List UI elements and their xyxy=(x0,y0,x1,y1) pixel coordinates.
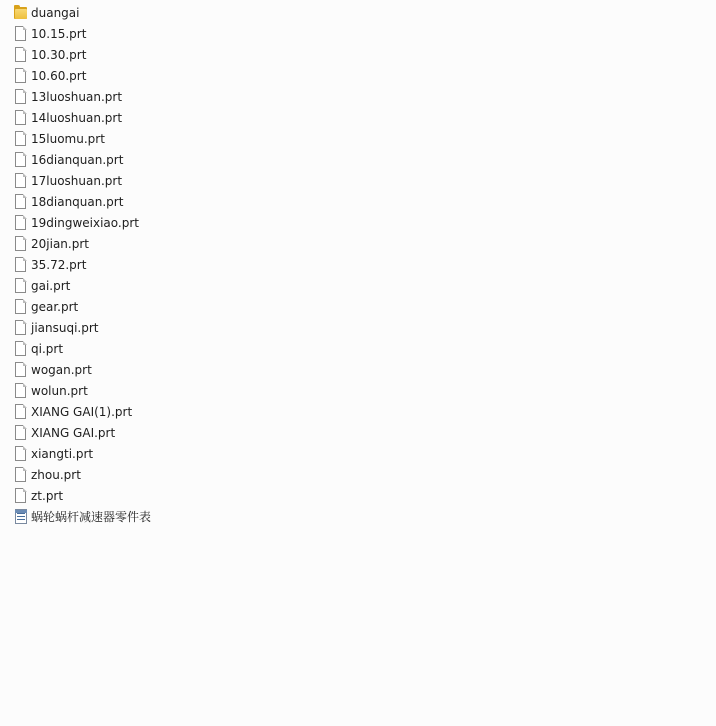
file-icon xyxy=(14,488,28,504)
file-item[interactable] xyxy=(14,380,151,401)
file-icon xyxy=(14,299,28,315)
file-name: 10.60.prt xyxy=(31,68,87,83)
document-icon xyxy=(14,509,28,525)
file-icon xyxy=(14,446,28,462)
file-item[interactable] xyxy=(14,23,151,44)
file-name: qi.prt xyxy=(31,341,64,356)
file-name: wolun.prt xyxy=(31,383,88,398)
file-name: duangai xyxy=(31,5,80,20)
file-item[interactable] xyxy=(14,170,151,191)
folder-icon xyxy=(14,5,28,21)
file-name: XIANG GAI(1).prt xyxy=(31,404,133,419)
file-item[interactable] xyxy=(14,506,151,527)
file-item[interactable] xyxy=(14,443,151,464)
file-icon xyxy=(14,236,28,252)
file-icon xyxy=(14,47,28,63)
file-name: xiangti.prt xyxy=(31,446,94,461)
file-item[interactable] xyxy=(14,359,151,380)
file-name: gear.prt xyxy=(31,299,79,314)
file-item[interactable] xyxy=(14,149,151,170)
file-name: XIANG GAI.prt xyxy=(31,425,116,440)
file-name: 35.72.prt xyxy=(31,257,87,272)
file-item[interactable] xyxy=(14,317,151,338)
file-name: 19dingweixiao.prt xyxy=(31,215,139,230)
file-name: 17luoshuan.prt xyxy=(31,173,123,188)
file-icon xyxy=(14,110,28,126)
file-icon xyxy=(14,89,28,105)
file-icon xyxy=(14,341,28,357)
file-icon xyxy=(14,173,28,189)
file-icon xyxy=(14,68,28,84)
file-icon xyxy=(14,131,28,147)
file-icon xyxy=(14,278,28,294)
file-name: jiansuqi.prt xyxy=(31,320,99,335)
file-icon xyxy=(14,362,28,378)
file-icon xyxy=(14,404,28,420)
file-icon xyxy=(14,26,28,42)
file-name: 13luoshuan.prt xyxy=(31,89,123,104)
file-name: gai.prt xyxy=(31,278,71,293)
file-item[interactable] xyxy=(14,128,151,149)
file-item[interactable] xyxy=(14,65,151,86)
file-icon xyxy=(14,152,28,168)
file-name: 10.30.prt xyxy=(31,47,87,62)
file-icon xyxy=(14,215,28,231)
file-name: zt.prt xyxy=(31,488,64,503)
file-name: 蜗轮蜗杆减速器零件表 xyxy=(31,510,152,524)
file-name: wogan.prt xyxy=(31,362,92,377)
file-list xyxy=(14,2,151,527)
file-item[interactable] xyxy=(14,44,151,65)
file-item[interactable] xyxy=(14,401,151,422)
file-item[interactable] xyxy=(14,107,151,128)
file-item[interactable] xyxy=(14,191,151,212)
file-item[interactable] xyxy=(14,275,151,296)
file-item[interactable] xyxy=(14,254,151,275)
file-item[interactable] xyxy=(14,485,151,506)
file-icon xyxy=(14,425,28,441)
file-item[interactable] xyxy=(14,464,151,485)
file-icon xyxy=(14,194,28,210)
file-name: zhou.prt xyxy=(31,467,81,482)
file-icon xyxy=(14,320,28,336)
file-name: 20jian.prt xyxy=(31,236,89,251)
file-item[interactable] xyxy=(14,212,151,233)
file-item[interactable] xyxy=(14,296,151,317)
file-item[interactable] xyxy=(14,338,151,359)
file-name: 16dianquan.prt xyxy=(31,152,124,167)
file-name: 18dianquan.prt xyxy=(31,194,124,209)
file-name: 10.15.prt xyxy=(31,26,87,41)
file-icon xyxy=(14,257,28,273)
file-item[interactable] xyxy=(14,422,151,443)
file-name: 15luomu.prt xyxy=(31,131,105,146)
file-item[interactable] xyxy=(14,2,151,23)
file-item[interactable] xyxy=(14,233,151,254)
file-item[interactable] xyxy=(14,86,151,107)
file-name: 14luoshuan.prt xyxy=(31,110,123,125)
file-icon xyxy=(14,383,28,399)
file-icon xyxy=(14,467,28,483)
